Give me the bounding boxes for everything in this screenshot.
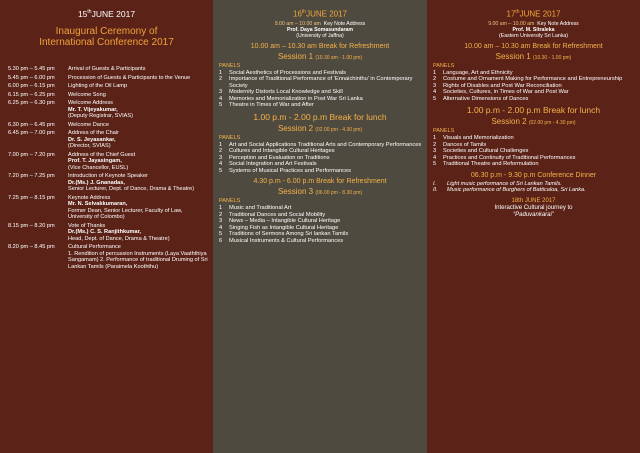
keynote-label: Key Note Address: [537, 20, 579, 27]
panel-title: Rights of Disables and Post War Reconciliation: [443, 82, 562, 89]
session-title: Session 1: [277, 51, 314, 61]
schedule-row: [8, 244, 208, 270]
schedule-desc: [68, 92, 208, 99]
panel-title: Traditional Theatre and Reformulation: [443, 161, 539, 168]
performance-number: II.: [433, 187, 438, 194]
schedule-row: [8, 122, 208, 129]
panel-item: [219, 168, 427, 175]
keynote-time: 9.00 am – 10.00 am: [274, 20, 321, 27]
session-2-heading: [427, 117, 640, 126]
panel-number: 4: [433, 154, 437, 161]
session-1-heading: [427, 52, 640, 61]
schedule-row: [8, 173, 208, 193]
schedule-desc: [68, 195, 208, 221]
panel-number: 2: [433, 76, 437, 83]
panel-number: 5: [433, 161, 437, 168]
panel-number: 4: [433, 89, 437, 96]
day4-line1: Interactive Cultural journey to: [494, 204, 573, 211]
date-day: 17: [506, 9, 516, 19]
panel-number: 2: [219, 211, 223, 218]
schedule-row: [8, 92, 208, 99]
schedule-row: [8, 223, 208, 243]
session-3-heading: [213, 187, 427, 196]
session-time: (10.30 - 1.00 pm): [533, 54, 572, 61]
keynote-affiliation: (University of Jaffna): [296, 32, 344, 39]
keynote-time: 9.00 am – 10.00 am: [488, 20, 535, 27]
panel-title: Importance of Traditional Performance of ‘Ennaichinthu’ in Contemporary Society: [229, 76, 413, 89]
panels-label: PANELS: [219, 198, 241, 205]
panel-number: 4: [219, 161, 223, 168]
panel-title: Dances of Tamils: [443, 141, 487, 148]
title-line1: Inaugural Ceremony of: [55, 26, 158, 37]
panel-title: Social Integration and Art Festivals: [229, 161, 317, 168]
panel-title: News – Media – Intangible Cultural Heritage: [229, 218, 341, 225]
schedule-time: 6.45 pm – 7.00 pm: [8, 130, 55, 136]
event-title: Address of the Chief Guest: [68, 151, 136, 158]
schedule-row: [8, 130, 208, 150]
speaker-name: Dr. S. Jeyasankar,: [68, 136, 116, 143]
speaker-name: Prof. T. Jayasingam,: [68, 158, 122, 164]
panel-title: Practices and Continuity of Traditional Performances: [443, 154, 576, 161]
day4-date: 18th JUNE 2017: [511, 197, 556, 204]
speaker-name: Dr.(Ms.) C. S. Ranjithkumar,: [68, 229, 142, 235]
session-title: Session 2: [491, 117, 527, 127]
event-title: Procession of Guests & Participants to the Venue: [68, 74, 191, 81]
panel-item: [219, 102, 427, 109]
day2-date: [213, 0, 427, 19]
panel-number: 5: [433, 95, 437, 102]
keynote-affiliation: (Eastern University Sri Lanka): [499, 32, 568, 39]
speaker-name: Dr.(Ms.) J. Gnanadas,: [68, 179, 125, 186]
panel-number: 6: [219, 237, 223, 244]
panels-label: PANELS: [219, 134, 241, 141]
panel-number: 5: [219, 102, 223, 109]
performance-item: [433, 187, 640, 194]
panel-number: 1: [433, 135, 437, 142]
panel-number: 2: [219, 76, 223, 83]
panel-number: 3: [219, 89, 223, 96]
title-line2: International Conference 2017: [39, 37, 174, 48]
performance-text: Music performance of Burghers of Batticaloa, Sri Lanka.: [447, 187, 586, 194]
day3-column: [427, 0, 640, 453]
panel-item: [433, 161, 640, 168]
speaker-detail: (Director, SVIAS): [68, 143, 111, 149]
panel-title: Costume and Ornament Making for Performance and Entrepreneurship: [443, 76, 623, 83]
schedule-desc: [68, 152, 208, 172]
schedule-desc: [68, 173, 208, 193]
panel-title: Art and Social Applications Traditional Arts and Contemporary Performances: [229, 141, 422, 148]
speaker-name: Mr. N. Selvakkumaran,: [68, 201, 128, 207]
panel-title: Modernity Distorts Local Knowledge and Skill: [229, 89, 343, 96]
session-3-panels: [213, 205, 427, 244]
performance-text: Light music performance of Sri Lankan Tamils.: [447, 180, 562, 187]
panels-label: PANELS: [433, 128, 455, 135]
panel-number: 1: [219, 69, 223, 76]
session-time: (02.00 pm - 4.30 pm): [528, 120, 576, 127]
lunch-break: 1.00 p.m - 2.00 p.m Break for lunch: [253, 111, 387, 122]
date-rest: JUNE 2017: [306, 9, 347, 19]
session-2-panels: [427, 135, 640, 168]
ceremony-schedule: [8, 66, 208, 272]
speaker-name: Mr. T. Vijeyakumar,: [68, 106, 118, 113]
panel-title: Alternative Dimensions of Dances: [443, 95, 529, 102]
dinner-performances: [427, 181, 640, 194]
panel-title: Singing Fish as Intangible Cultural Heritage: [229, 224, 339, 231]
event-title: Cultural Performance: [68, 244, 121, 250]
session-title: Session 3: [277, 187, 314, 197]
panel-title: Memories and Memorialization in Post War Sri Lanka: [229, 95, 363, 102]
schedule-desc: [68, 130, 208, 150]
schedule-row: [8, 75, 208, 82]
session-title: Session 2: [277, 123, 314, 133]
panel-number: 1: [219, 141, 223, 148]
panel-title: Traditional Dances and Social Mobility: [229, 211, 326, 218]
schedule-row: [8, 152, 208, 172]
schedule-row: [8, 100, 208, 120]
schedule-desc: [68, 100, 208, 120]
session-1-panels: [427, 70, 640, 103]
keynote-name: Prof. Daya Somasundaram: [286, 26, 354, 33]
refreshment-break: 4.30 p.m - 6.00 p.m Break for Refreshment: [253, 178, 387, 186]
schedule-time: 5.30 pm – 5.45 pm: [8, 66, 55, 72]
schedule-desc: [68, 75, 208, 82]
session-time: (10.30 am - 1.00 pm): [315, 54, 363, 61]
schedule-time: 7.25 pm – 8.15 pm: [8, 194, 55, 201]
panel-number: 5: [219, 231, 223, 238]
keynote-name: Prof. M. Sitraleka: [512, 26, 555, 33]
panels-label: PANELS: [433, 62, 455, 69]
panel-title: Traditions of Sermons Among Sri lankan Tamils: [229, 231, 349, 238]
session-1-panels: [213, 70, 427, 109]
day4-line2: “Paduvankarai”: [513, 211, 554, 218]
keynote-block: [427, 21, 640, 39]
performance-number: I.: [433, 180, 437, 187]
event-title: Arrival of Guests & Participants: [68, 66, 146, 72]
schedule-time: 5.45 pm – 6.00 pm: [8, 74, 55, 81]
panel-number: 3: [219, 218, 223, 225]
speaker-detail: Former Dean, Senior Lecturer, Faculty of Law, University of Colombo): [68, 207, 183, 220]
panel-item: [433, 96, 640, 103]
keynote-block: [213, 21, 427, 39]
event-title: Keynote Address: [68, 194, 111, 201]
speaker-detail: (Vice Chancellor, EUSL): [68, 164, 129, 171]
date-rest: JUNE 2017: [91, 9, 136, 19]
day4-block: [427, 198, 640, 219]
day1-date: [0, 0, 213, 19]
date-day: 16: [293, 9, 302, 19]
panel-title: Societies and Cultural Challenges: [443, 148, 529, 155]
speaker-detail: 1. Rendition of percussion Instruments (Laya Vaaththiya Sangamam) 2. Performance of traditional Druming of Sri Lankan Tamils (Paraimela Kooththu): [68, 250, 208, 270]
panel-title: Theatre in Times of War and After: [229, 102, 314, 109]
panel-item: [219, 238, 427, 245]
event-title: Welcome Address: [68, 100, 113, 106]
schedule-row: [8, 83, 208, 90]
panel-number: 1: [433, 69, 437, 76]
panel-title: Music and Traditional Art: [229, 205, 292, 212]
panel-number: 4: [219, 95, 223, 102]
panel-number: 3: [433, 148, 437, 155]
conference-dinner: 06.30 p.m - 9.30 p.m Conference Dinner: [470, 171, 597, 179]
event-title: Welcome Song: [68, 91, 106, 98]
panel-title: Systems of Musical Practices and Performances: [229, 167, 352, 174]
panels-label: PANELS: [219, 62, 241, 69]
refreshment-break: 10.00 am – 10.30 am Break for Refreshment: [464, 42, 603, 50]
panel-title: Visuals and Memorialization: [443, 135, 514, 142]
day1-title: [0, 26, 213, 48]
session-1-heading: [213, 52, 427, 61]
date-sup: th: [87, 9, 92, 16]
day2-column: [213, 0, 427, 453]
panel-title: Cultures and Intangible Cultural Heritages: [229, 148, 335, 155]
keynote-label: Key Note Address: [323, 20, 366, 27]
schedule-time: 8.15 pm – 8.20 pm: [8, 222, 55, 229]
date-sup: th: [301, 9, 307, 15]
event-title: Welcome Dance: [68, 121, 109, 128]
schedule-desc: [68, 122, 208, 129]
session-title: Session 1: [495, 51, 531, 61]
panel-title: Language, Art and Ethnicity: [443, 69, 513, 76]
session-2-panels: [213, 142, 427, 175]
panel-number: 2: [219, 148, 223, 155]
panel-title: Musical Instruments & Cultural Performances: [229, 237, 344, 244]
refreshment-break: 10.00 am – 10.30 am Break for Refreshment: [250, 42, 390, 50]
schedule-time: 6.15 pm – 6.25 pm: [8, 91, 55, 98]
panel-number: 1: [219, 205, 223, 212]
panel-title: Social Aesthetics of Processions and Festivals: [229, 69, 346, 76]
schedule-desc: [68, 223, 208, 243]
schedule-row: [8, 66, 208, 73]
event-title: Address of the Chair: [68, 130, 119, 136]
date-rest: JUNE 2017: [519, 9, 561, 19]
event-title: Lighting of the Oil Lamp: [68, 83, 128, 89]
panel-number: 3: [219, 154, 223, 161]
lunch-break: 1.00 p.m - 2.00 p.m Break for lunch: [466, 105, 601, 116]
day1-column: [0, 0, 213, 453]
panel-number: 2: [433, 141, 437, 148]
panel-title: Perception and Evaluation on Traditions: [229, 154, 330, 161]
speaker-detail: Head, Dept. of Dance, Drama & Theatre): [68, 235, 170, 242]
schedule-time: 8.20 pm – 8.45 pm: [8, 244, 55, 250]
schedule-time: 7.20 pm – 7.25 pm: [8, 173, 55, 179]
panel-number: 3: [433, 82, 437, 89]
schedule-time: 6.30 pm – 6.45 pm: [8, 121, 55, 128]
schedule-time: 6.25 pm – 6.30 pm: [8, 100, 55, 106]
speaker-detail: (Deputy Registrar, SVIAS): [68, 113, 133, 119]
session-2-heading: [213, 124, 427, 133]
session-time: (06.00 pm - 8.30 pm): [315, 190, 363, 197]
schedule-time: 7.00 pm – 7.20 pm: [8, 151, 55, 158]
panel-number: 4: [219, 224, 223, 231]
day3-date: [427, 0, 640, 19]
panel-title: Societies, Cultures, in Times of War and Post War: [443, 89, 569, 96]
date-sup: th: [515, 9, 520, 15]
panel-number: 5: [219, 167, 223, 174]
panel-item: [219, 76, 427, 89]
schedule-desc: [68, 83, 208, 90]
schedule-time: 6.00 pm – 6.15 pm: [8, 83, 55, 89]
schedule-desc: [68, 244, 208, 270]
speaker-detail: Senior Lecturer, Dept. of Dance, Drama & Theatre): [68, 186, 195, 192]
event-title: Introduction of Keynote Speaker: [68, 173, 148, 179]
event-title: Vote of Thanks: [68, 222, 106, 229]
session-time: (02.00 pm - 4.30 pm): [315, 126, 363, 133]
schedule-desc: [68, 66, 208, 73]
date-day: 15: [77, 9, 88, 19]
schedule-row: [8, 195, 208, 221]
